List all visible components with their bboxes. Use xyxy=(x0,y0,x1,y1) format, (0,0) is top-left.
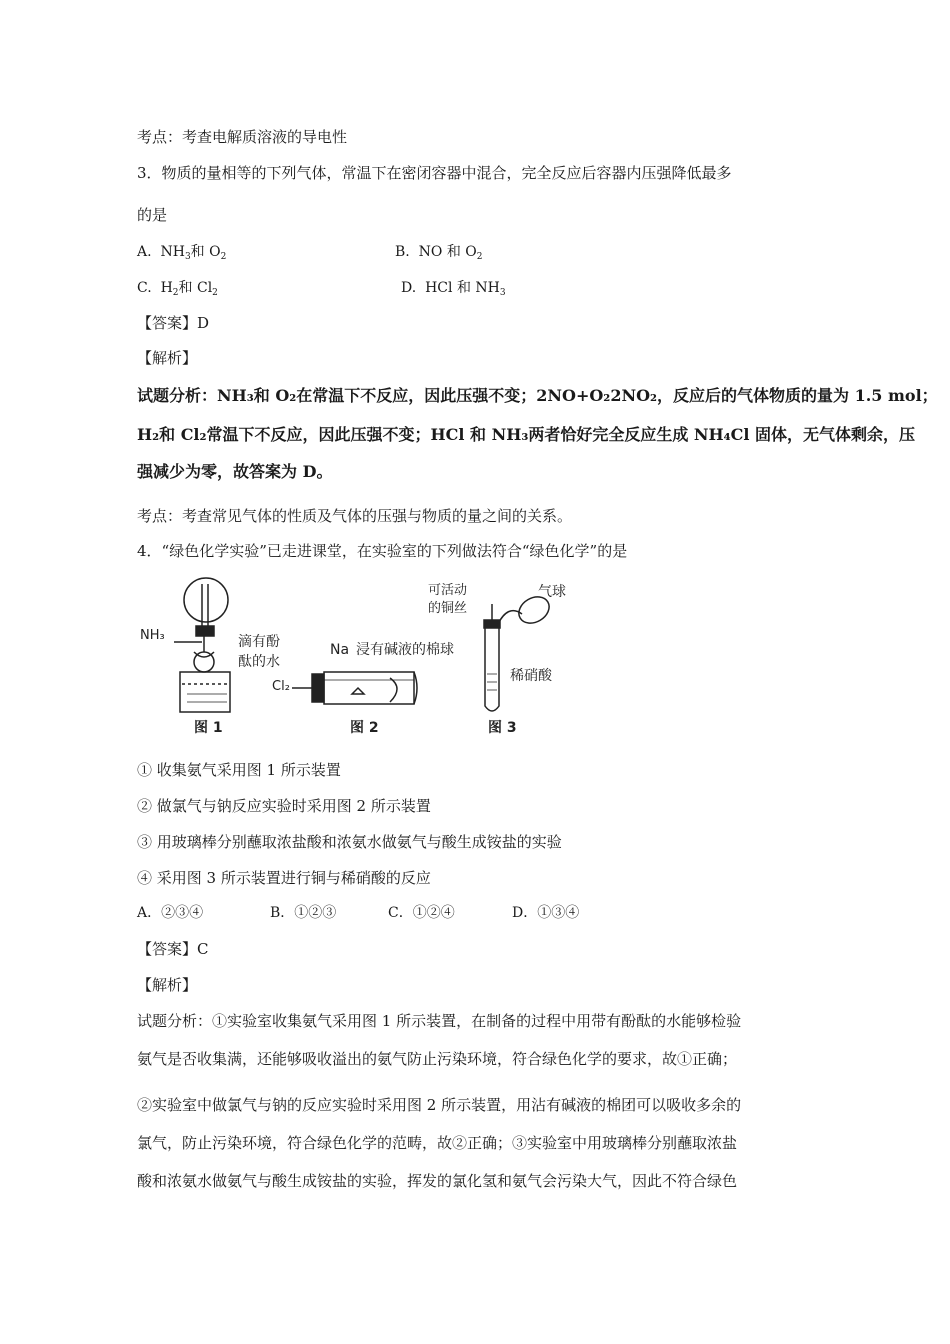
balloon-label: 气球 xyxy=(538,584,566,600)
q4-option-d: D．①③④ xyxy=(512,905,580,921)
q3-kaodian: 考点：考查常见气体的性质及气体的压强与物质的量之间的关系。 xyxy=(137,507,573,525)
q3-analysis-title: 【解析】 xyxy=(137,349,198,367)
apparatus-figures xyxy=(132,574,572,739)
figure-3-caption: 图 3 xyxy=(488,720,517,736)
cl2-label: Cl₂ xyxy=(272,679,290,694)
q4-analysis-line4: 氯气，防止污染环境，符合绿色化学的范畴，故②正确；③实验室中用玻璃棒分别蘸取浓盐 xyxy=(137,1134,738,1152)
q4-option-a: A．②③④ xyxy=(137,905,204,921)
q3-analysis-line1: 试题分析：NH₃和 O₂在常温下不反应，因此压强不变；2NO+O₂2NO₂，反应后的气体物质的量为 1.5 mol； xyxy=(137,386,938,405)
q4-answer: 【答案】C xyxy=(137,940,209,958)
q4-analysis-line3: ②实验室中做氯气与钠的反应实验时采用图 2 所示装置，用沾有碱液的棉团可以吸收多余的 xyxy=(137,1096,742,1114)
q3-option-d: D. HCl 和 $NH_3$ xyxy=(401,280,506,298)
q3-option-c: C. $H_2$和 $Cl_2$ xyxy=(137,280,218,298)
q4-option-b: B．①②③ xyxy=(270,905,337,921)
q3-analysis-line3: 强减少为零，故答案为 D。 xyxy=(137,462,333,481)
q4-analysis-line2: 氨气是否收集满，还能够吸收溢出的氨气防止污染环境，符合绿色化学的要求，故①正确； xyxy=(137,1050,738,1068)
q4-item-3: ③ 用玻璃棒分别蘸取浓盐酸和浓氨水做氨气与酸生成铵盐的实验 xyxy=(137,833,562,851)
copper-wire-label-1: 可活动 xyxy=(428,583,468,598)
q3-option-a: A. $NH_3$和 $O_2$ xyxy=(137,244,227,262)
q4-item-2: ② 做氯气与钠反应实验时采用图 2 所示装置 xyxy=(137,797,431,815)
drip-label-1: 滴有酚 xyxy=(238,634,280,650)
dilute-nitric-acid-label: 稀硝酸 xyxy=(510,668,552,684)
q4-stem: 4．“绿色化学实验”已走进课堂，在实验室的下列做法符合“绿色化学”的是 xyxy=(137,542,628,560)
q3-answer: 【答案】D xyxy=(137,314,210,332)
figure-1-apparatus xyxy=(174,578,230,712)
q4-item-4: ④ 采用图 3 所示装置进行铜与稀硝酸的反应 xyxy=(137,869,431,887)
drip-label-2: 酞的水 xyxy=(238,654,280,670)
q4-analysis-line5: 酸和浓氨水做氨气与酸生成铵盐的实验，挥发的氯化氢和氨气会污染大气，因此不符合绿色 xyxy=(137,1172,738,1190)
na-label: Na xyxy=(330,642,350,658)
q3-stem-line1: 3．物质的量相等的下列气体，常温下在密闭容器中混合，完全反应后容器内压强降低最多 xyxy=(137,164,732,182)
q4-analysis-title: 【解析】 xyxy=(137,976,198,994)
q3-option-b: B. NO 和 $O_2$ xyxy=(395,244,483,262)
kaodian-q2: 考点：考查电解质溶液的导电性 xyxy=(137,128,348,146)
nh3-label: NH₃ xyxy=(140,628,165,643)
figure-3-apparatus xyxy=(484,592,554,711)
figure-1-caption: 图 1 xyxy=(194,720,223,736)
copper-wire-label-2: 的铜丝 xyxy=(428,601,468,616)
q4-item-1: ① 收集氨气采用图 1 所示装置 xyxy=(137,761,341,779)
q3-stem-line2: 的是 xyxy=(137,206,168,224)
figure-2-caption: 图 2 xyxy=(350,720,379,736)
q4-option-c: C．①②④ xyxy=(388,905,455,921)
cotton-label: 浸有碱液的棉球 xyxy=(356,642,454,658)
q3-analysis-line2: H₂和 Cl₂常温下不反应，因此压强不变；HCl 和 NH₃两者恰好完全反应生成 NH₄Cl 固体，无气体剩余，压 xyxy=(137,425,916,444)
q4-analysis-line1: 试题分析：①实验室收集氨气采用图 1 所示装置，在制备的过程中用带有酚酞的水能够检验 xyxy=(137,1012,742,1030)
figure-2-apparatus xyxy=(292,672,417,704)
